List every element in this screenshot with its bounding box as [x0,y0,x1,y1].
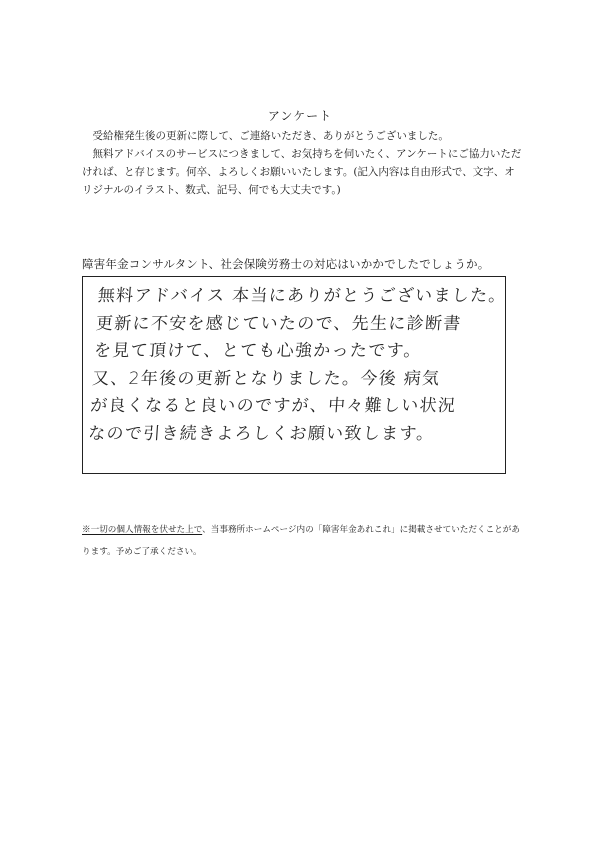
privacy-note [82,519,522,563]
handwritten-answer [87,283,509,448]
intro-text [82,127,522,199]
answer-line: 更新に不安を感じていたので、先生に診断書 [95,313,463,334]
answer-line: 無料アドバイス 本当にありがとうございました。 [97,286,508,306]
survey-question: 障害年金コンサルタント、社会保険労務士の対応はいかかでしたでしょうか。 [82,257,490,271]
answer-line: が良くなると良いのですが、中々難しい状況 [89,396,457,416]
intro-paragraph-request: 無料アドバイスのサービスにつきまして、お気持ちを伺いたく、アンケートにご協力いただければ、と存じます。何卒、よろしくお願いいたします。(記入内容は自由形式で、文字、オリジナルのイラスト、数式、記号、何でも大丈夫です。) [82,148,522,196]
privacy-note-text [82,519,522,563]
answer-line: なので引き続きよろしくお願い致します。 [87,423,436,444]
answer-line: 又、2年後の更新となりました。今後 病気 [91,368,442,389]
answer-line: を見て頂けて、とても心強かったです。 [93,341,423,361]
page-title: アンケート [267,109,333,123]
privacy-note-rest: 、当事務所ホームページ内の「障害年金あれこれ」に掲載させていただくことがあります。予めご了承ください。 [82,525,520,557]
answer-box [82,276,506,474]
intro-line-thanks: 受給権発生後の更新に際して、ご連絡いただき、ありがとうございました。 [92,130,449,142]
privacy-note-underlined: ※一切の個人情報を伏せた上で [82,525,203,535]
